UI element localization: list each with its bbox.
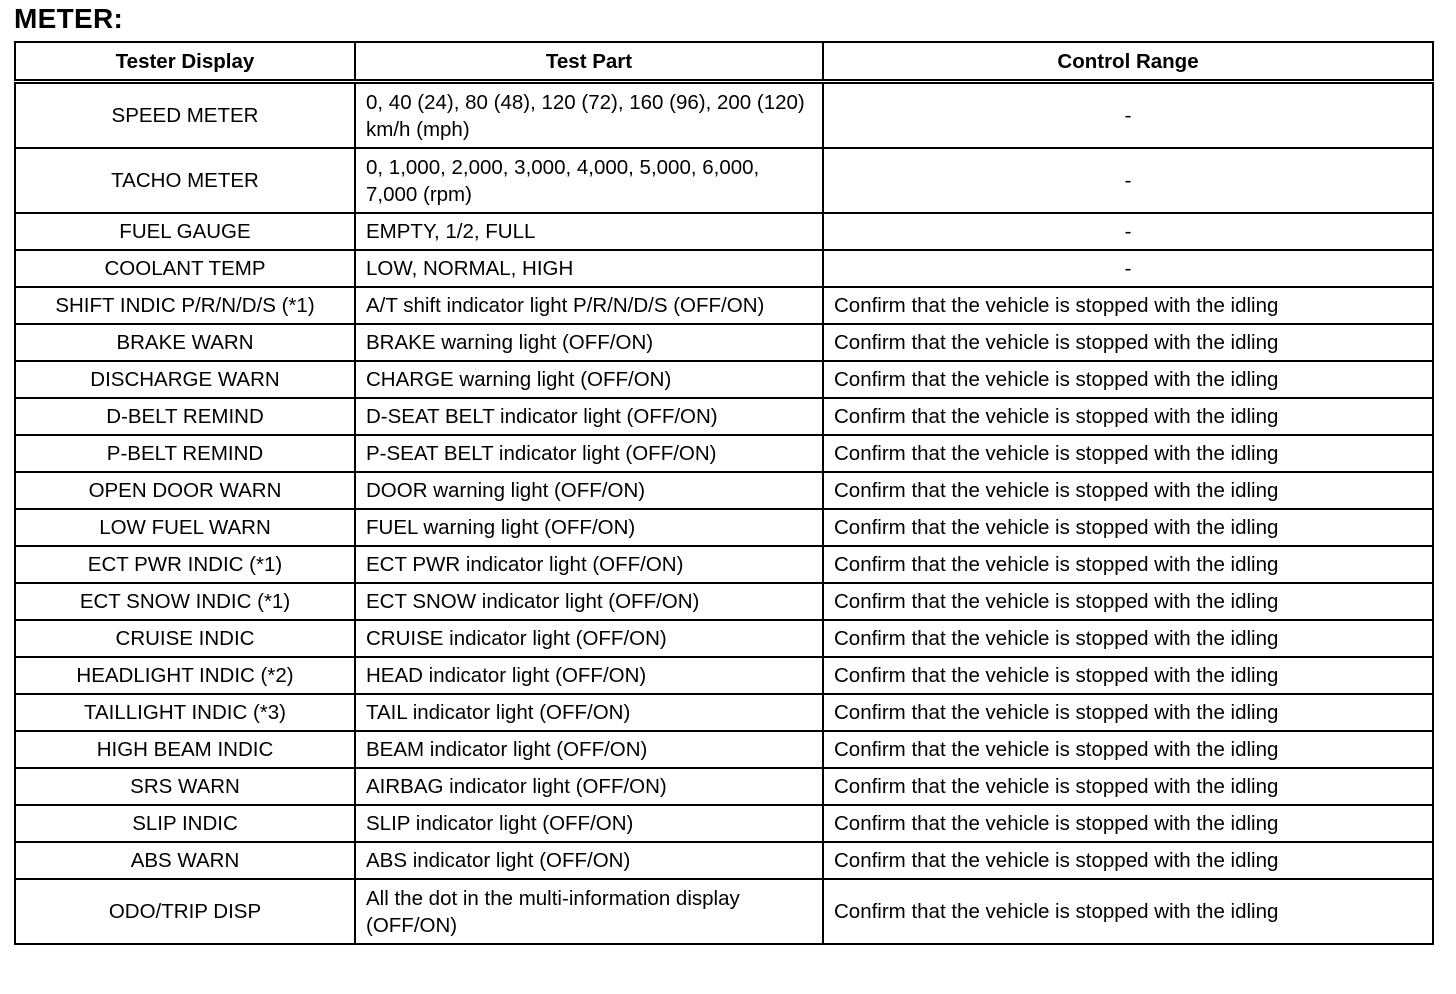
control-range-cell: Confirm that the vehicle is stopped with the idling xyxy=(823,324,1433,361)
tester-display-cell: P-BELT REMIND xyxy=(15,435,355,472)
control-range-cell: - xyxy=(823,250,1433,287)
control-range-cell: Confirm that the vehicle is stopped with the idling xyxy=(823,435,1433,472)
table-row xyxy=(15,361,1433,398)
control-range-cell: Confirm that the vehicle is stopped with the idling xyxy=(823,805,1433,842)
test-part-cell: 0, 1,000, 2,000, 3,000, 4,000, 5,000, 6,000, 7,000 (rpm) xyxy=(355,148,823,213)
table-row xyxy=(15,620,1433,657)
tester-display-cell: TAILLIGHT INDIC (*3) xyxy=(15,694,355,731)
table-row xyxy=(15,148,1433,213)
table-row xyxy=(15,472,1433,509)
test-part-cell: AIRBAG indicator light (OFF/ON) xyxy=(355,768,823,805)
tester-display-cell: TACHO METER xyxy=(15,148,355,213)
test-part-cell: DOOR warning light (OFF/ON) xyxy=(355,472,823,509)
column-header-test-part: Test Part xyxy=(355,42,823,82)
table-row xyxy=(15,657,1433,694)
control-range-cell: Confirm that the vehicle is stopped with the idling xyxy=(823,879,1433,944)
tester-display-cell: BRAKE WARN xyxy=(15,324,355,361)
table-row xyxy=(15,398,1433,435)
test-part-cell: A/T shift indicator light P/R/N/D/S (OFF/ON) xyxy=(355,287,823,324)
test-part-cell: LOW, NORMAL, HIGH xyxy=(355,250,823,287)
control-range-cell: Confirm that the vehicle is stopped with the idling xyxy=(823,768,1433,805)
page-title: METER: xyxy=(14,3,124,34)
control-range-cell: - xyxy=(823,213,1433,250)
tester-display-cell: HEADLIGHT INDIC (*2) xyxy=(15,657,355,694)
control-range-cell: Confirm that the vehicle is stopped with the idling xyxy=(823,657,1433,694)
table-row xyxy=(15,731,1433,768)
meter-table xyxy=(14,41,1434,945)
test-part-cell: BRAKE warning light (OFF/ON) xyxy=(355,324,823,361)
tester-display-cell: ECT SNOW INDIC (*1) xyxy=(15,583,355,620)
test-part-cell: CHARGE warning light (OFF/ON) xyxy=(355,361,823,398)
test-part-cell: ECT PWR indicator light (OFF/ON) xyxy=(355,546,823,583)
table-row xyxy=(15,213,1433,250)
table-row xyxy=(15,805,1433,842)
control-range-cell: Confirm that the vehicle is stopped with the idling xyxy=(823,842,1433,879)
test-part-cell: HEAD indicator light (OFF/ON) xyxy=(355,657,823,694)
column-header-control-range: Control Range xyxy=(823,42,1433,82)
column-header-tester-display: Tester Display xyxy=(15,42,355,82)
test-part-cell: All the dot in the multi-information display (OFF/ON) xyxy=(355,879,823,944)
tester-display-cell: SHIFT INDIC P/R/N/D/S (*1) xyxy=(15,287,355,324)
tester-display-cell: LOW FUEL WARN xyxy=(15,509,355,546)
test-part-cell: EMPTY, 1/2, FULL xyxy=(355,213,823,250)
table-row xyxy=(15,546,1433,583)
table-row xyxy=(15,694,1433,731)
table-body xyxy=(15,82,1433,945)
tester-display-cell: CRUISE INDIC xyxy=(15,620,355,657)
control-range-cell: Confirm that the vehicle is stopped with the idling xyxy=(823,398,1433,435)
control-range-cell: Confirm that the vehicle is stopped with the idling xyxy=(823,546,1433,583)
control-range-cell: Confirm that the vehicle is stopped with the idling xyxy=(823,694,1433,731)
control-range-cell: Confirm that the vehicle is stopped with the idling xyxy=(823,361,1433,398)
table-row xyxy=(15,324,1433,361)
control-range-cell: Confirm that the vehicle is stopped with the idling xyxy=(823,472,1433,509)
tester-display-cell: DISCHARGE WARN xyxy=(15,361,355,398)
tester-display-cell: SPEED METER xyxy=(15,82,355,149)
tester-display-cell: ECT PWR INDIC (*1) xyxy=(15,546,355,583)
test-part-cell: P-SEAT BELT indicator light (OFF/ON) xyxy=(355,435,823,472)
test-part-cell: ABS indicator light (OFF/ON) xyxy=(355,842,823,879)
control-range-cell: - xyxy=(823,82,1433,149)
tester-display-cell: OPEN DOOR WARN xyxy=(15,472,355,509)
control-range-cell: Confirm that the vehicle is stopped with the idling xyxy=(823,287,1433,324)
test-part-cell: SLIP indicator light (OFF/ON) xyxy=(355,805,823,842)
table-row xyxy=(15,250,1433,287)
control-range-cell: Confirm that the vehicle is stopped with the idling xyxy=(823,583,1433,620)
test-part-cell: D-SEAT BELT indicator light (OFF/ON) xyxy=(355,398,823,435)
table-row xyxy=(15,879,1433,944)
test-part-cell: CRUISE indicator light (OFF/ON) xyxy=(355,620,823,657)
table-row xyxy=(15,287,1433,324)
tester-display-cell: ABS WARN xyxy=(15,842,355,879)
control-range-cell: Confirm that the vehicle is stopped with the idling xyxy=(823,731,1433,768)
tester-display-cell: COOLANT TEMP xyxy=(15,250,355,287)
control-range-cell: - xyxy=(823,148,1433,213)
table-row xyxy=(15,82,1433,149)
table-row xyxy=(15,583,1433,620)
table-row xyxy=(15,435,1433,472)
test-part-cell: 0, 40 (24), 80 (48), 120 (72), 160 (96), 200 (120) km/h (mph) xyxy=(355,82,823,149)
table-header-row xyxy=(15,42,1433,82)
tester-display-cell: D-BELT REMIND xyxy=(15,398,355,435)
tester-display-cell: FUEL GAUGE xyxy=(15,213,355,250)
test-part-cell: TAIL indicator light (OFF/ON) xyxy=(355,694,823,731)
control-range-cell: Confirm that the vehicle is stopped with the idling xyxy=(823,620,1433,657)
table-row xyxy=(15,842,1433,879)
tester-display-cell: SLIP INDIC xyxy=(15,805,355,842)
tester-display-cell: HIGH BEAM INDIC xyxy=(15,731,355,768)
table-row xyxy=(15,509,1433,546)
test-part-cell: ECT SNOW indicator light (OFF/ON) xyxy=(355,583,823,620)
test-part-cell: FUEL warning light (OFF/ON) xyxy=(355,509,823,546)
tester-display-cell: SRS WARN xyxy=(15,768,355,805)
tester-display-cell: ODO/TRIP DISP xyxy=(15,879,355,944)
test-part-cell: BEAM indicator light (OFF/ON) xyxy=(355,731,823,768)
control-range-cell: Confirm that the vehicle is stopped with the idling xyxy=(823,509,1433,546)
table-row xyxy=(15,768,1433,805)
